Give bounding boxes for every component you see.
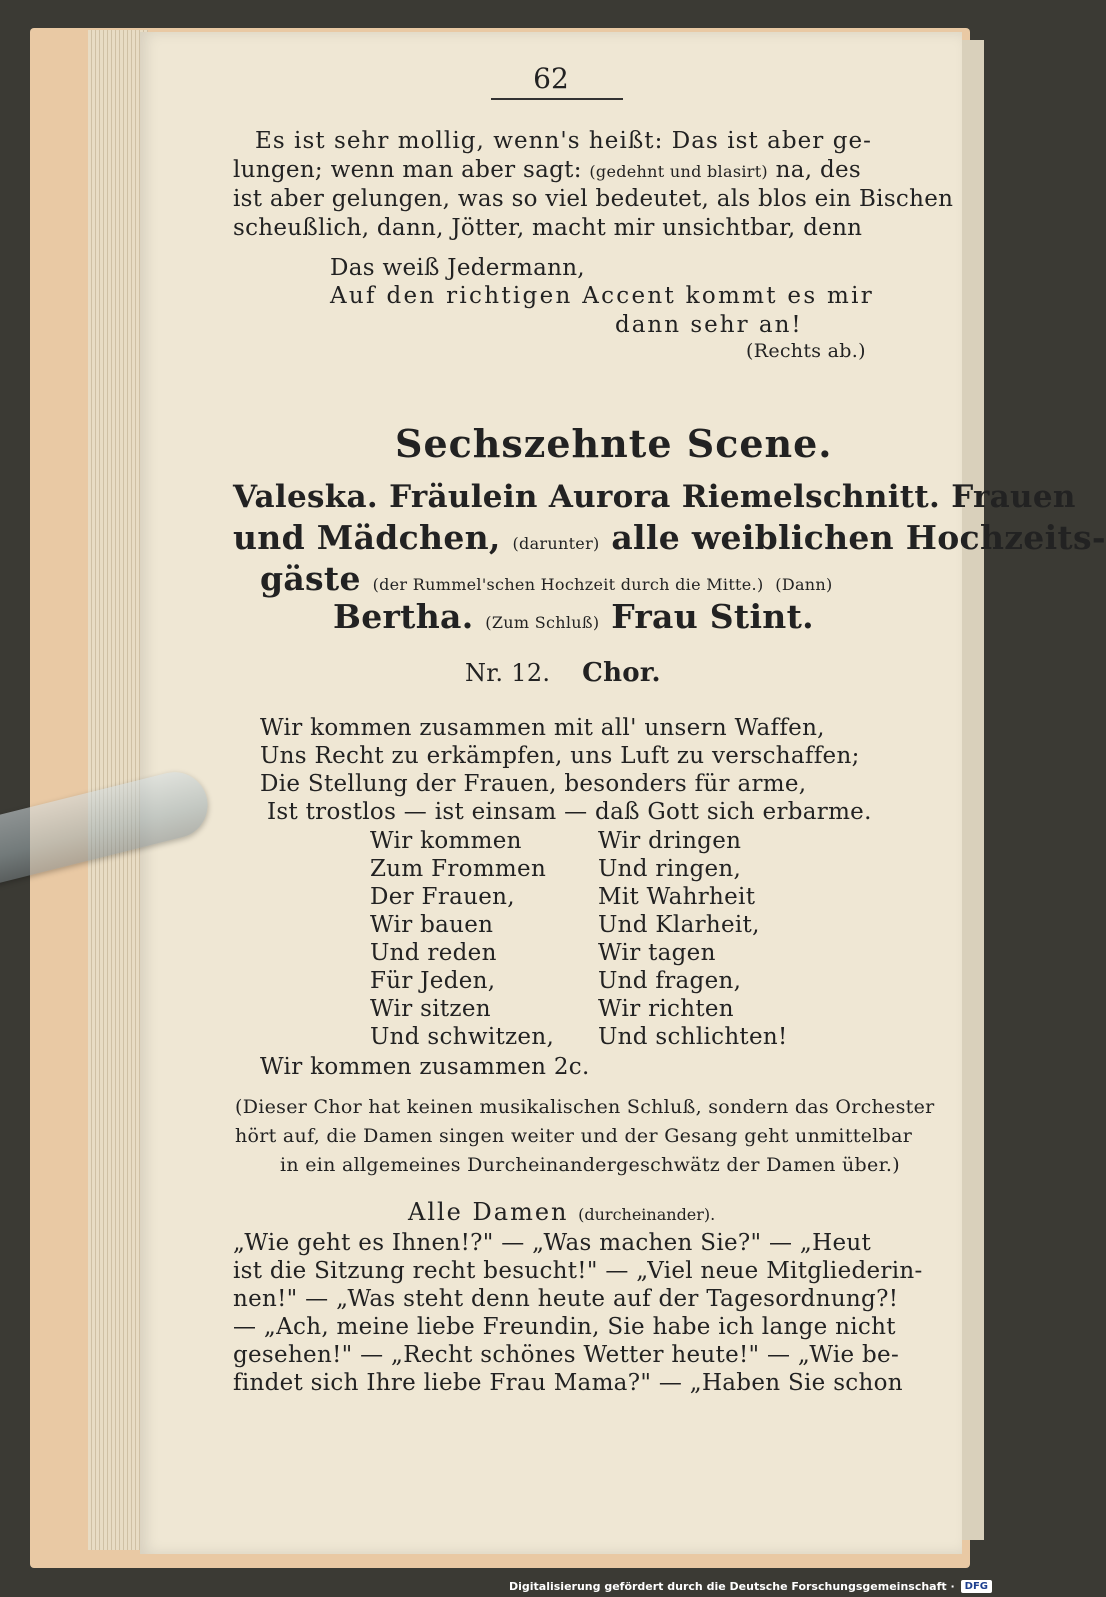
dialogue-line-6: findet sich Ihre liebe Frau Mama?" — „Haben Sie schon (233, 1370, 903, 1396)
verse-line-1: Das weiß Jedermann, (330, 255, 585, 281)
chorus-left-6: Für Jeden, (370, 968, 496, 994)
prose-line-3: ist aber gelungen, was so viel bedeutet, als blos ein Bischen (233, 186, 954, 212)
prose-line-1: Es ist sehr mollig, wenn's heißt: Das ist aber ge- (255, 128, 872, 154)
chorus-right-1: Wir dringen (598, 828, 742, 854)
exit-direction: (Rechts ab.) (746, 340, 866, 362)
speaker-name: Alle Damen (408, 1198, 569, 1226)
page-number-rule (491, 98, 623, 100)
book-page (140, 32, 1106, 1554)
chorus-left-7: Wir sitzen (370, 996, 491, 1022)
note-line-2: hört auf, die Damen singen weiter und der Gesang geht unmittelbar (235, 1125, 913, 1147)
chorus-right-2: Und ringen, (598, 856, 742, 882)
cast-line-4: Bertha. (Zum Schluß) Frau Stint. (333, 597, 814, 636)
page-number: 62 (533, 62, 569, 95)
verse-line-3: dann sehr an! (615, 312, 803, 338)
chorus-line-4: Ist trostlos — ist einsam — daß Gott sich erbarme. (267, 799, 872, 825)
dialogue-line-5: gesehen!" — „Recht schönes Wetter heute!" — „Wie be- (233, 1342, 900, 1368)
chorus-left-3: Der Frauen, (370, 884, 515, 910)
chorus-right-3: Mit Wahrheit (598, 884, 756, 910)
dialogue-line-3: nen!" — „Was steht denn heute auf der Tagesordnung?! (233, 1286, 899, 1312)
footer-credit (509, 1577, 992, 1595)
prose-line-4: scheußlich, dann, Jötter, macht mir unsichtbar, denn (233, 215, 863, 241)
chorus-left-5: Und reden (370, 940, 497, 966)
chorus-repeat: Wir kommen zusammen 2c. (260, 1054, 590, 1080)
dialogue-line-2: ist die Sitzung recht besucht!" — „Viel neue Mitgliederin- (233, 1258, 923, 1284)
cast-line-2: und Mädchen, (darunter) alle weiblichen Hochzeits- (233, 518, 1106, 557)
number-label: Nr. 12. (465, 659, 551, 687)
chorus-line-2: Uns Recht zu erkämpfen, uns Luft zu verschaffen; (260, 743, 860, 769)
right-page-edge (962, 40, 984, 1540)
cast-line-3: gäste (der Rummel'schen Hochzeit durch die Mitte.) (Dann) (260, 559, 833, 598)
footer-text: Digitalisierung gefördert durch die Deutsche Forschungsgemeinschaft · (508, 1579, 955, 1593)
prose-line-2: lungen; wenn man aber sagt: (gedehnt und blasirt) na, des (233, 157, 861, 183)
chorus-left-8: Und schwitzen, (370, 1024, 555, 1050)
dfg-logo: DFG (961, 1580, 992, 1593)
chorus-right-6: Und fragen, (598, 968, 742, 994)
chorus-left-2: Zum Frommen (370, 856, 547, 882)
chorus-line-3: Die Stellung der Frauen, besonders für arme, (260, 771, 807, 797)
verse-line-2: Auf den richtigen Accent kommt es mir (330, 283, 875, 309)
dialogue-line-1: „Wie geht es Ihnen!?" — „Was machen Sie?" — „Heut (233, 1230, 872, 1256)
chorus-right-8: Und schlichten! (598, 1024, 788, 1050)
cast-line-1: Valeska. Fräulein Aurora Riemelschnitt. Frauen (233, 479, 1076, 515)
speaker-direction: (durcheinander). (578, 1205, 716, 1224)
chorus-left-4: Wir bauen (370, 912, 494, 938)
number-heading (465, 660, 661, 686)
chorus-line-1: Wir kommen zusammen mit all' unsern Waffen, (260, 715, 825, 741)
note-line-1: (Dieser Chor hat keinen musikalischen Schluß, sondern das Orchester (235, 1096, 935, 1118)
speaker-line (408, 1200, 715, 1224)
chorus-right-5: Wir tagen (598, 940, 716, 966)
stage-direction: (gedehnt und blasirt) (589, 162, 768, 181)
dialogue-line-4: — „Ach, meine liebe Freundin, Sie habe ich lange nicht (233, 1314, 896, 1340)
chorus-left-1: Wir kommen (370, 828, 522, 854)
number-title: Chor. (582, 658, 661, 688)
chorus-right-7: Wir richten (598, 996, 734, 1022)
note-line-3: in ein allgemeines Durcheinandergeschwätz der Damen über.) (280, 1154, 900, 1176)
chorus-right-4: Und Klarheit, (598, 912, 760, 938)
scene-title: Sechszehnte Scene. (395, 421, 833, 466)
